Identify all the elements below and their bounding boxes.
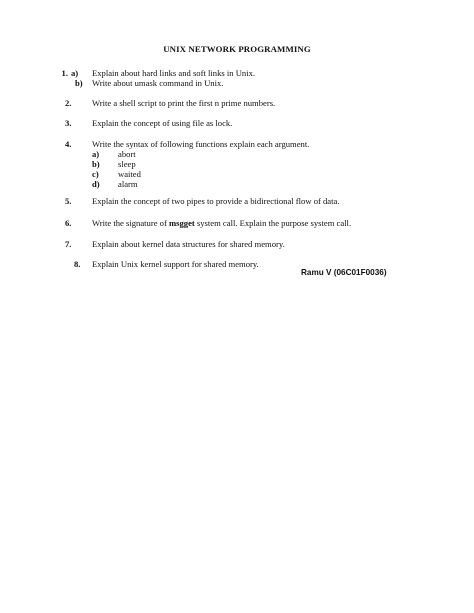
question-number: 8. <box>74 259 81 269</box>
author-signature: Ramu V (06C01F0036) <box>301 268 387 277</box>
question-5 <box>0 196 474 206</box>
question-number: 6. <box>65 218 72 228</box>
question-7 <box>0 239 474 249</box>
question-part-text: Explain about hard links and soft links in Unix. <box>92 68 256 78</box>
question-text: Write the syntax of following functions explain each argument. <box>92 139 310 149</box>
question-1 <box>0 68 474 88</box>
question-2 <box>0 98 474 108</box>
option-letter: a) <box>92 149 100 159</box>
question-part-text: Write about umask command in Unix. <box>92 78 224 88</box>
question-6 <box>0 218 474 228</box>
question-text <box>92 218 351 228</box>
question-part-letter: a) <box>71 68 79 78</box>
document-title: UNIX NETWORK PROGRAMMING <box>163 44 311 54</box>
question-text: Explain about kernel data structures for shared memory. <box>92 239 285 249</box>
question-4 <box>0 139 474 189</box>
question-3 <box>0 118 474 128</box>
option-text: alarm <box>118 179 138 189</box>
question-number: 2. <box>65 98 72 108</box>
question-number: 4. <box>65 139 72 149</box>
question-text-before: Write the signature of <box>92 218 169 228</box>
question-number: 3. <box>65 118 72 128</box>
option-letter: c) <box>92 169 99 179</box>
question-text: Write a shell script to print the first n prime numbers. <box>92 98 276 108</box>
option-text: waited <box>118 169 141 179</box>
option-text: sleep <box>118 159 136 169</box>
option-letter: d) <box>92 179 100 189</box>
question-text: Explain the concept of two pipes to provide a bidirectional flow of data. <box>92 196 340 206</box>
question-number: 5. <box>65 196 72 206</box>
question-text: Explain the concept of using file as lock. <box>92 118 233 128</box>
question-number: 7. <box>65 239 72 249</box>
question-part-letter: b) <box>75 78 83 88</box>
question-keyword: msgget <box>168 218 195 228</box>
option-letter: b) <box>92 159 100 169</box>
question-number: 1. <box>61 68 68 78</box>
option-text: abort <box>118 149 136 159</box>
question-text: Explain Unix kernel support for shared memory. <box>92 259 259 269</box>
question-8 <box>0 259 474 269</box>
question-text-after: system call. Explain the purpose system call. <box>194 218 352 228</box>
